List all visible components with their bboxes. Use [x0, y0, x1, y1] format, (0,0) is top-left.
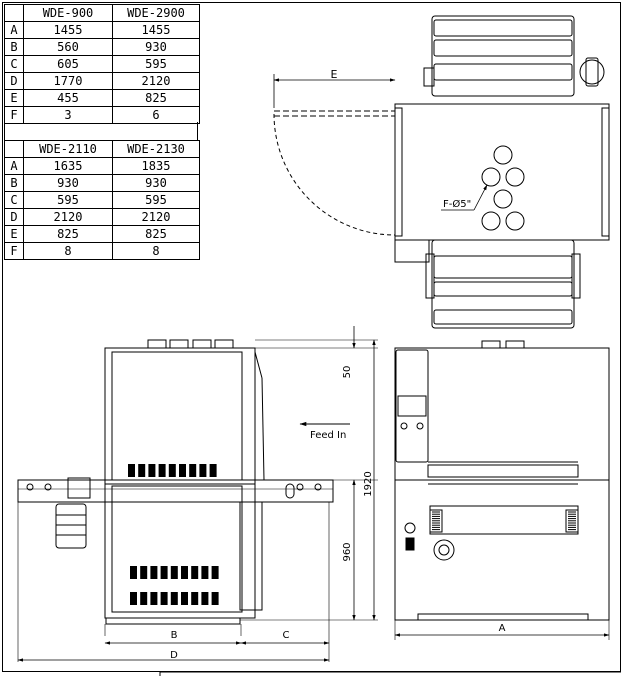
outlet-port-icon [494, 146, 512, 164]
pressure-beam [428, 465, 578, 477]
control-key-icon [199, 464, 206, 477]
front-view [395, 341, 609, 640]
cell-value: 560 [24, 39, 113, 56]
cell-value: 3 [24, 107, 113, 124]
cell-value: 930 [113, 175, 200, 192]
dimension-label-50: 50 [342, 365, 353, 379]
handwheel-icon [580, 60, 604, 84]
row-label: C [5, 192, 24, 209]
model-header: WDE-2110 [24, 141, 113, 158]
row-label: D [5, 209, 24, 226]
control-key-icon [179, 464, 186, 477]
control-key-icon [150, 566, 157, 579]
row-label: F [5, 243, 24, 260]
display-screen [398, 396, 426, 416]
control-key-icon [169, 464, 176, 477]
cell-value: 8 [113, 243, 200, 260]
sanding-head [430, 506, 578, 534]
dimension-label-c: C [282, 630, 290, 641]
control-key-icon [212, 566, 219, 579]
model-header: WDE-2130 [113, 141, 200, 158]
control-key-icon [212, 592, 219, 605]
cell-value: 2120 [24, 209, 113, 226]
feed-label: Feed In [310, 430, 347, 441]
outlet-label: F-Ø5" [443, 199, 472, 210]
cell-value: 930 [113, 39, 200, 56]
dimension-label-e: E [330, 68, 338, 81]
row-label: E [5, 226, 24, 243]
control-key-icon [161, 566, 168, 579]
control-key-icon [130, 592, 137, 605]
control-panel [396, 350, 428, 462]
control-button-rows [128, 464, 219, 605]
dimension-label-d: D [170, 650, 178, 661]
outlet-port-icon [482, 168, 500, 186]
cell-value: 595 [113, 56, 200, 73]
machine-body-top [395, 104, 609, 240]
model-header: WDE-2900 [113, 5, 200, 22]
control-key-icon [201, 566, 208, 579]
outlet-port-icon [494, 190, 512, 208]
cell-value: 1455 [24, 22, 113, 39]
cell-value: 6 [113, 107, 200, 124]
dimension-label-1920: 1920 [363, 471, 374, 497]
outlet-port-icon [482, 212, 500, 230]
door-swing-arc [274, 114, 395, 235]
cell-value: 595 [24, 192, 113, 209]
control-key-icon [159, 464, 166, 477]
cell-value: 8 [24, 243, 113, 260]
control-key-icon [161, 592, 168, 605]
control-key-icon [128, 464, 135, 477]
outlet-port-icon [506, 212, 524, 230]
control-key-icon [191, 566, 198, 579]
control-key-icon [189, 464, 196, 477]
top-view [274, 16, 609, 328]
cell-value: 2120 [113, 209, 200, 226]
cell-value: 2120 [113, 73, 200, 90]
cell-value: 1835 [113, 158, 200, 175]
control-key-icon [140, 566, 147, 579]
side-view [18, 326, 378, 662]
cell-value: 455 [24, 90, 113, 107]
control-key-icon [210, 464, 217, 477]
row-label: C [5, 56, 24, 73]
spring-marks [432, 512, 576, 530]
row-label: B [5, 39, 24, 56]
cell-value: 1770 [24, 73, 113, 90]
control-key-icon [130, 566, 137, 579]
cell-value: 1455 [113, 22, 200, 39]
control-key-icon [150, 592, 157, 605]
cell-value: 595 [113, 192, 200, 209]
row-label: B [5, 175, 24, 192]
outlet-port-icon [506, 168, 524, 186]
row-label: D [5, 73, 24, 90]
cell-value: 825 [24, 226, 113, 243]
control-key-icon [181, 592, 188, 605]
row-label: E [5, 90, 24, 107]
dust-outlet-ports [482, 146, 524, 230]
row-label: A [5, 158, 24, 175]
control-key-icon [201, 592, 208, 605]
side-view-labels [170, 366, 374, 661]
row-label: F [5, 107, 24, 124]
footer-strip [160, 672, 621, 676]
control-key-icon [181, 566, 188, 579]
control-key-icon [138, 464, 145, 477]
dimension-label-960: 960 [342, 542, 353, 562]
cell-value: 605 [24, 56, 113, 73]
cell-value: 825 [113, 90, 200, 107]
model-header: WDE-900 [24, 5, 113, 22]
gauge-icon [434, 540, 454, 560]
motor-icon [56, 504, 86, 548]
cell-value: 825 [113, 226, 200, 243]
cell-value: 930 [24, 175, 113, 192]
dimension-label-b: B [170, 630, 178, 641]
cell-value: 1635 [24, 158, 113, 175]
control-key-icon [191, 592, 198, 605]
dimension-label-a: A [498, 623, 506, 634]
row-label: A [5, 22, 24, 39]
machine-body-side [105, 348, 255, 618]
control-key-icon [171, 592, 178, 605]
control-key-icon [171, 566, 178, 579]
bottom-conveyor [432, 240, 574, 328]
control-key-icon [148, 464, 155, 477]
control-key-icon [140, 592, 147, 605]
